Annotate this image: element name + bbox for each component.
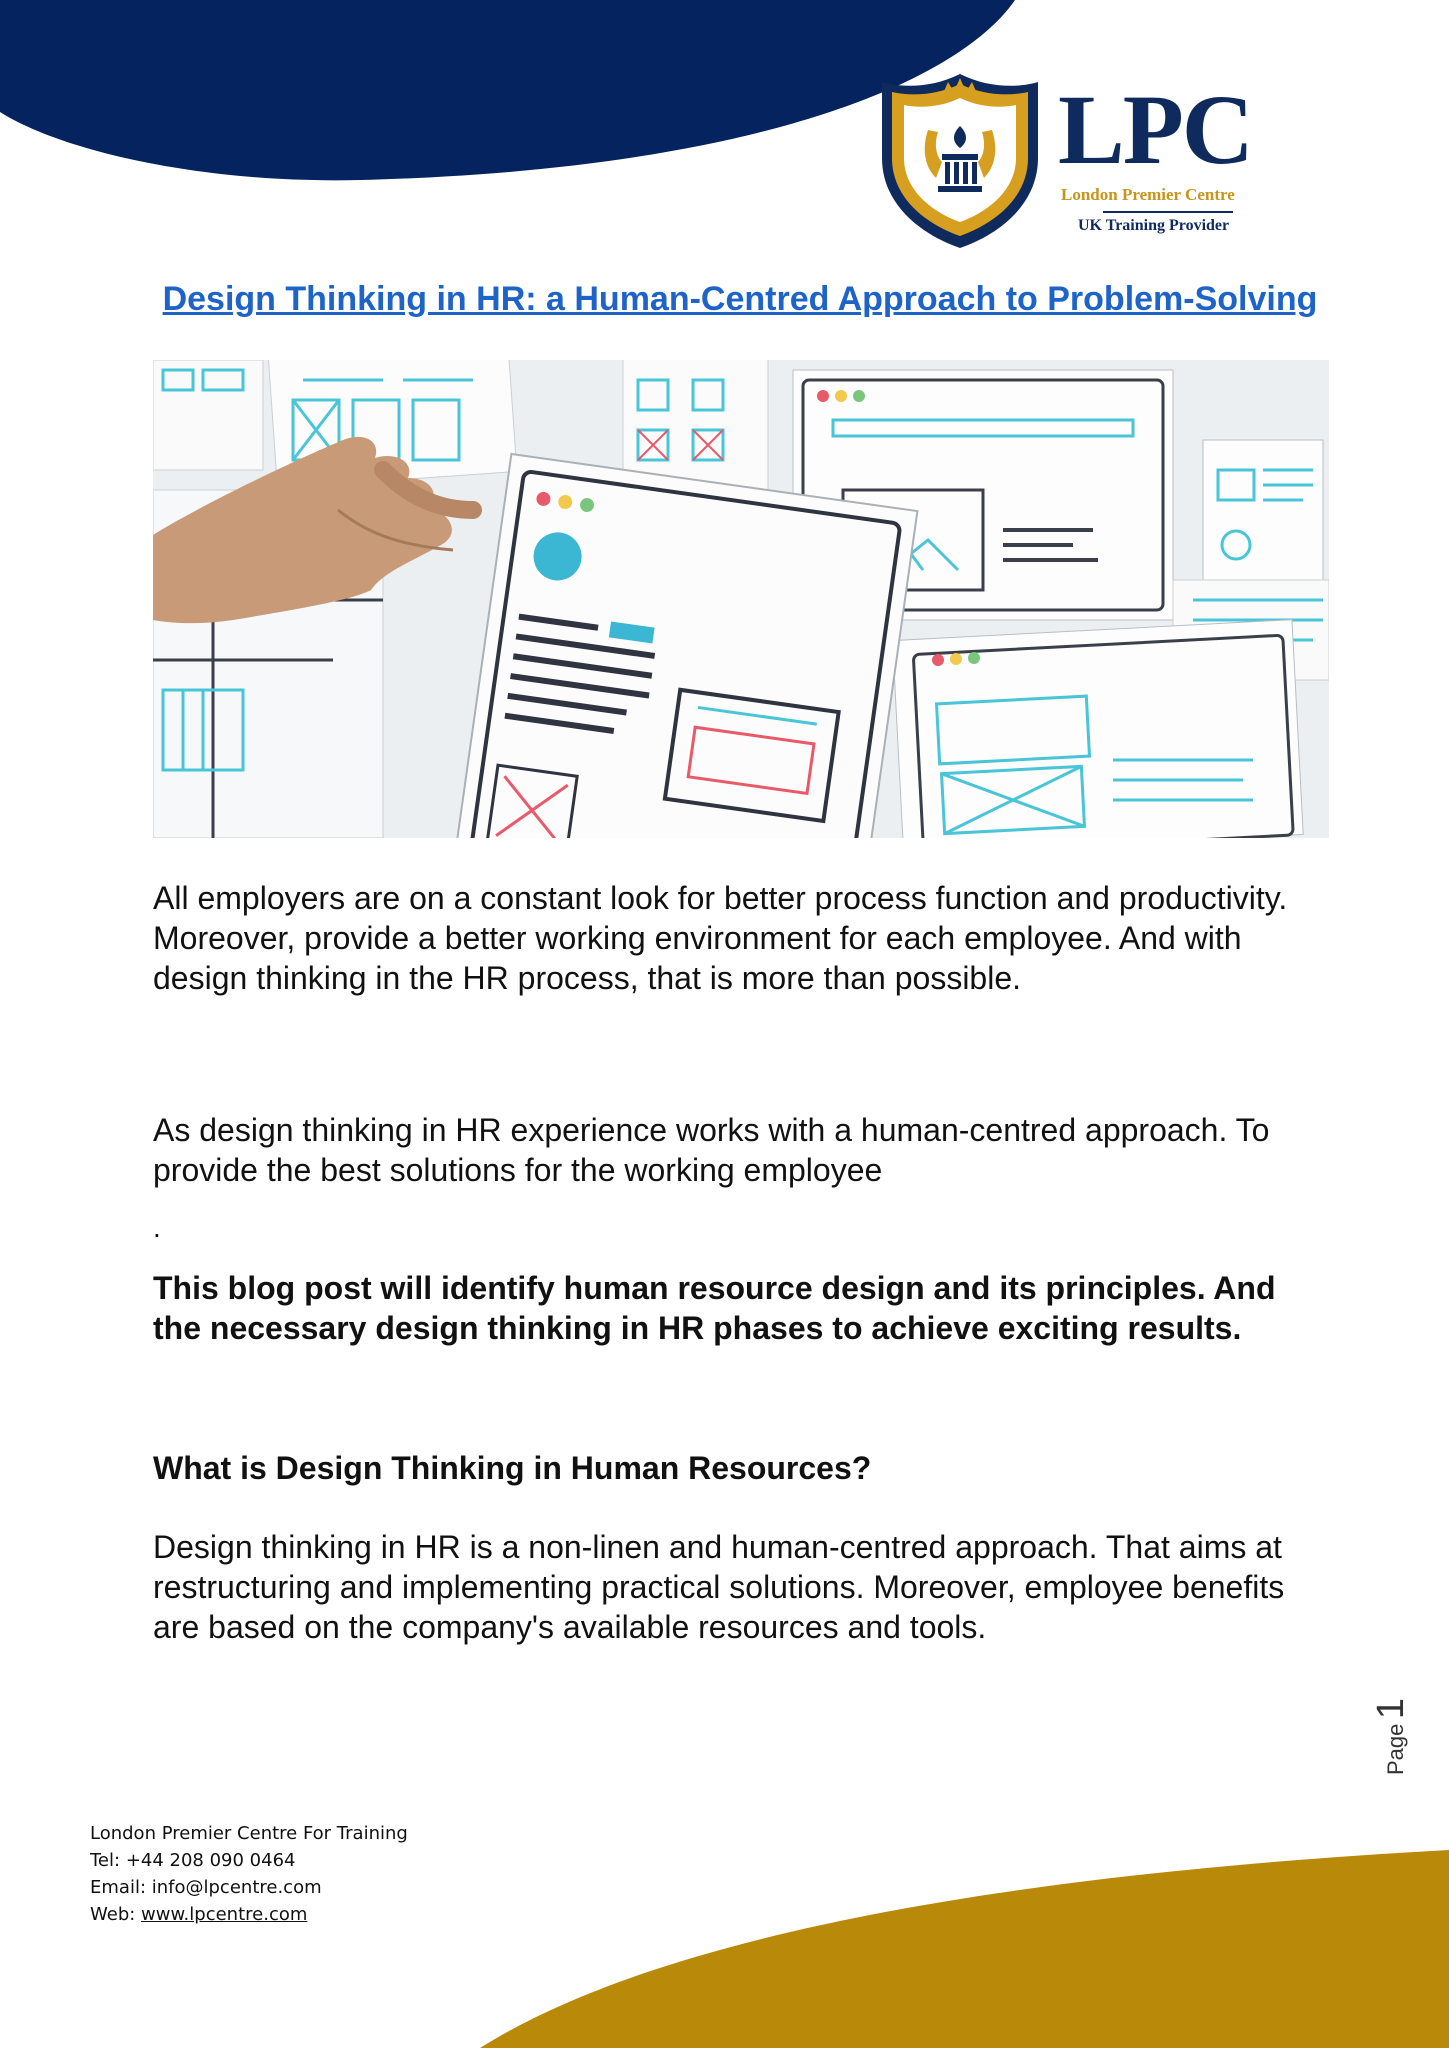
footer-email-label: Email: [90, 1877, 147, 1898]
intro-paragraph: All employers are on a constant look for better process function and productivity. Moreover, provide a better working environment for each employee. And with design thinking in the HR process, that is more than possible. [153, 880, 1288, 996]
footer-web-link[interactable]: www.lpcentre.com [141, 1904, 308, 1925]
hero-image-wireframe-sketches [153, 360, 1329, 838]
page-number [1370, 1665, 1410, 1775]
definition-paragraph: Design thinking in HR is a non-linen and human-centred approach. That aims at restructuring and implementing practical solutions. Moreover, employee benefits are based on the company's available resources and tools. [153, 1529, 1285, 1645]
page-number-value: 1 [1370, 1698, 1412, 1720]
footer-tel[interactable]: +44 208 090 0464 [125, 1850, 296, 1871]
article-title[interactable]: Design Thinking in HR: a Human-Centred Approach to Problem-Solving [162, 280, 1318, 318]
logo-subtitle: London Premier Centre [1061, 185, 1235, 204]
footer-email[interactable]: info@lpcentre.com [151, 1877, 322, 1898]
logo-tagline: UK Training Provider [1078, 217, 1230, 234]
footer-web-line [90, 1901, 408, 1928]
footer-tel-label: Tel: [90, 1850, 121, 1871]
crest-icon [878, 70, 1043, 250]
logo-wordmark: LPC [1058, 74, 1252, 185]
footer-contact [90, 1820, 408, 1928]
section-heading: What is Design Thinking in Human Resources? [153, 1450, 872, 1486]
page-label: Page [1383, 1723, 1408, 1775]
footer-web-label: Web: [90, 1904, 136, 1925]
footer-tel-line [90, 1847, 408, 1874]
lpc-logo [878, 70, 1258, 250]
footer-email-line [90, 1874, 408, 1901]
stray-period: . [153, 1212, 161, 1243]
logo-divider [1103, 211, 1233, 213]
summary-paragraph: This blog post will identify human resource design and its principles. And the necessary design thinking in HR phases to achieve exciting results. [153, 1270, 1276, 1346]
footer-company: London Premier Centre For Training [90, 1823, 408, 1844]
approach-paragraph: As design thinking in HR experience works with a human-centred approach. To provide the best solutions for the working employee [153, 1112, 1270, 1188]
